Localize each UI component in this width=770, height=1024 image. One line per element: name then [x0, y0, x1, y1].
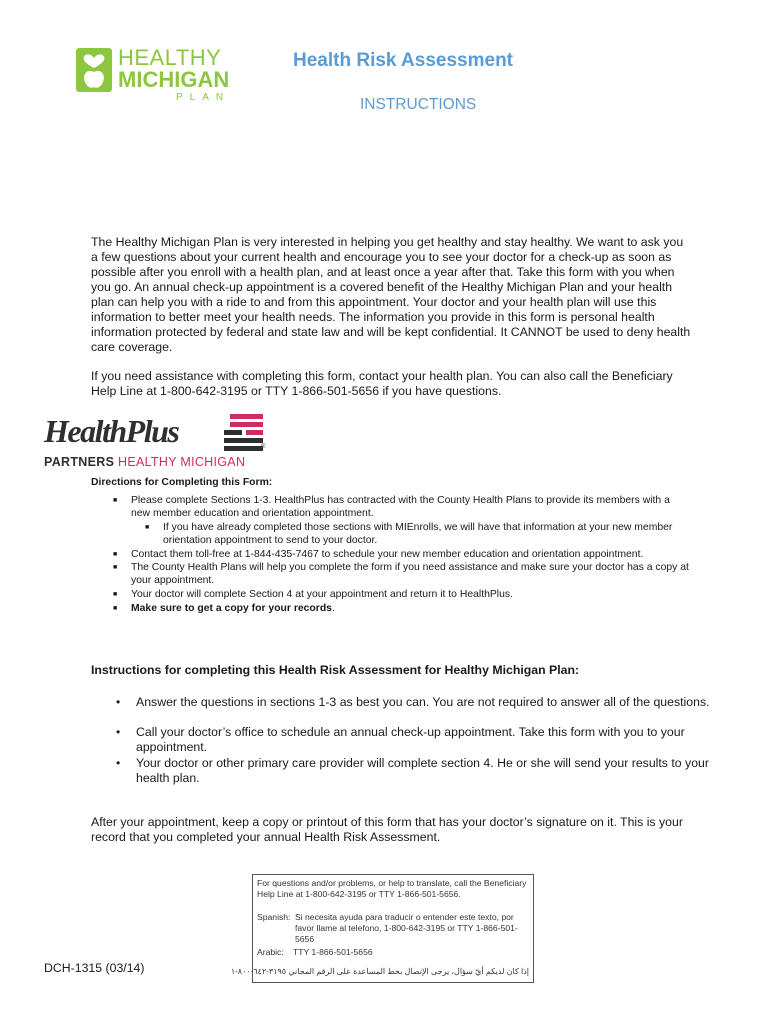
directions-item: Your doctor will complete Section 4 at your appointment and return it to HealthPlus. — [131, 589, 513, 600]
bullet-icon: • — [116, 695, 121, 709]
bullet-icon: • — [116, 756, 121, 770]
healthplus-partners: PARTNERS — [44, 455, 115, 469]
healthy-michigan-logo — [76, 46, 236, 106]
logo-line-3: PLAN — [176, 92, 231, 103]
healthplus-name: HealthPlus — [44, 413, 179, 449]
page-title: Health Risk Assessment — [293, 50, 514, 71]
form-code: DCH-1315 (03/14) — [44, 961, 145, 975]
directions-item: Please complete Sections 1-3. HealthPlus has contracted with the County Health Plans to provide its members with a new member education and orientation appointment. — [131, 495, 670, 519]
instructions-heading: Instructions for completing this Health Risk Assessment for Healthy Michigan Plan: — [91, 663, 580, 677]
directions-item-bold: Make sure to get a copy for your records. — [131, 603, 335, 614]
help-spanish-label: Spanish: — [257, 912, 291, 922]
square-bullet-icon: ■ — [113, 591, 118, 598]
logo-line-2: MICHIGAN — [118, 67, 230, 92]
instructions-item: Call your doctor’s office to schedule an annual check-up appointment. Take this form with you to your appointment. — [136, 725, 685, 754]
after-appointment-paragraph: After your appointment, keep a copy or printout of this form that has your doctor’s signature on it. This is your record that you completed your annual Health Risk Assessment. — [91, 815, 683, 844]
help-arabic-label: Arabic: — [257, 947, 284, 957]
square-bullet-icon: ■ — [113, 564, 118, 571]
instructions-item: Answer the questions in sections 1-3 as best you can. You are not required to answer all of the questions. — [136, 695, 710, 709]
assistance-paragraph: If you need assistance with completing this form, contact your health plan. You can also call the Beneficiary Help Line at 1-800-642-3195 or TTY 1-866-501-5656 if you have questions. — [91, 369, 673, 398]
directions-subitem: If you have already completed those sections with MIEnrolls, we will have that information at your new member orientation appointment to send to your doctor. — [163, 522, 673, 546]
page-subtitle: INSTRUCTIONS — [360, 96, 477, 113]
heart-apple-icon — [76, 48, 112, 92]
healthplus-stripes-icon — [224, 413, 264, 453]
help-box — [230, 874, 534, 983]
records-reminder: Make sure to get a copy for your records — [131, 603, 332, 614]
logo-line-1: HEALTHY — [118, 45, 222, 70]
healthplus-healthy-michigan: HEALTHY MICHIGAN — [118, 455, 246, 469]
instructions-item: Your doctor or other primary care provider will complete section 4. He or she will send your results to your health plan. — [136, 756, 709, 785]
help-english: For questions and/or problems, or help to translate, call the Beneficiary Help Line at 1-800-642-3195 or TTY 1-866-501-5656. — [257, 878, 527, 899]
help-arabic: إذا كان لديكم أيّ سؤال، يرجى الإتصال بخط المساعدة على الرقم المجاني ٣١٩٥-٦٤٢-٨٠٠-١ — [230, 967, 529, 976]
square-bullet-icon: ■ — [113, 605, 118, 612]
intro-paragraph: The Healthy Michigan Plan is very interested in helping you get healthy and stay healthy. We want to ask you a few questions about your current health and encourage you to see your doctor for a check-up as soon as possible after you enroll with a health plan, and at least once a year after that. Take this form with you when you go. An annual check-up appointment is a covered benefit of the Healthy Michigan Plan and your health plan can help you with a ride to and from this appointment. Your doctor and your health plan will use this information to better meet your health needs. The information you provide in this form is personal health information protected by federal and state law and will be kept confidential. It CANNOT be used to deny health care coverage. — [91, 235, 691, 354]
bullet-icon: • — [116, 725, 121, 739]
registered-mark: ® — [261, 444, 266, 450]
directions-item: The County Health Plans will help you complete the form if you need assistance and make sure your doctor has a copy at your appointment. — [131, 562, 689, 586]
help-spanish: Si necesita ayuda para traducir o entender este texto, por favor llame al telefono, 1-800-642-3195 or TTY 1-866-501-5656 — [295, 912, 518, 944]
help-arabic-tty: TTY 1-866-501-5656 — [293, 947, 373, 957]
square-bullet-icon: ■ — [113, 497, 118, 504]
square-bullet-icon: ■ — [113, 551, 118, 558]
directions-item: Contact them toll-free at 1-844-435-7467 to schedule your new member education and orientation appointment. — [131, 549, 644, 560]
directions-heading: Directions for Completing this Form: — [91, 477, 273, 488]
square-bullet-icon: ■ — [145, 524, 150, 531]
healthplus-logo — [44, 413, 274, 473]
